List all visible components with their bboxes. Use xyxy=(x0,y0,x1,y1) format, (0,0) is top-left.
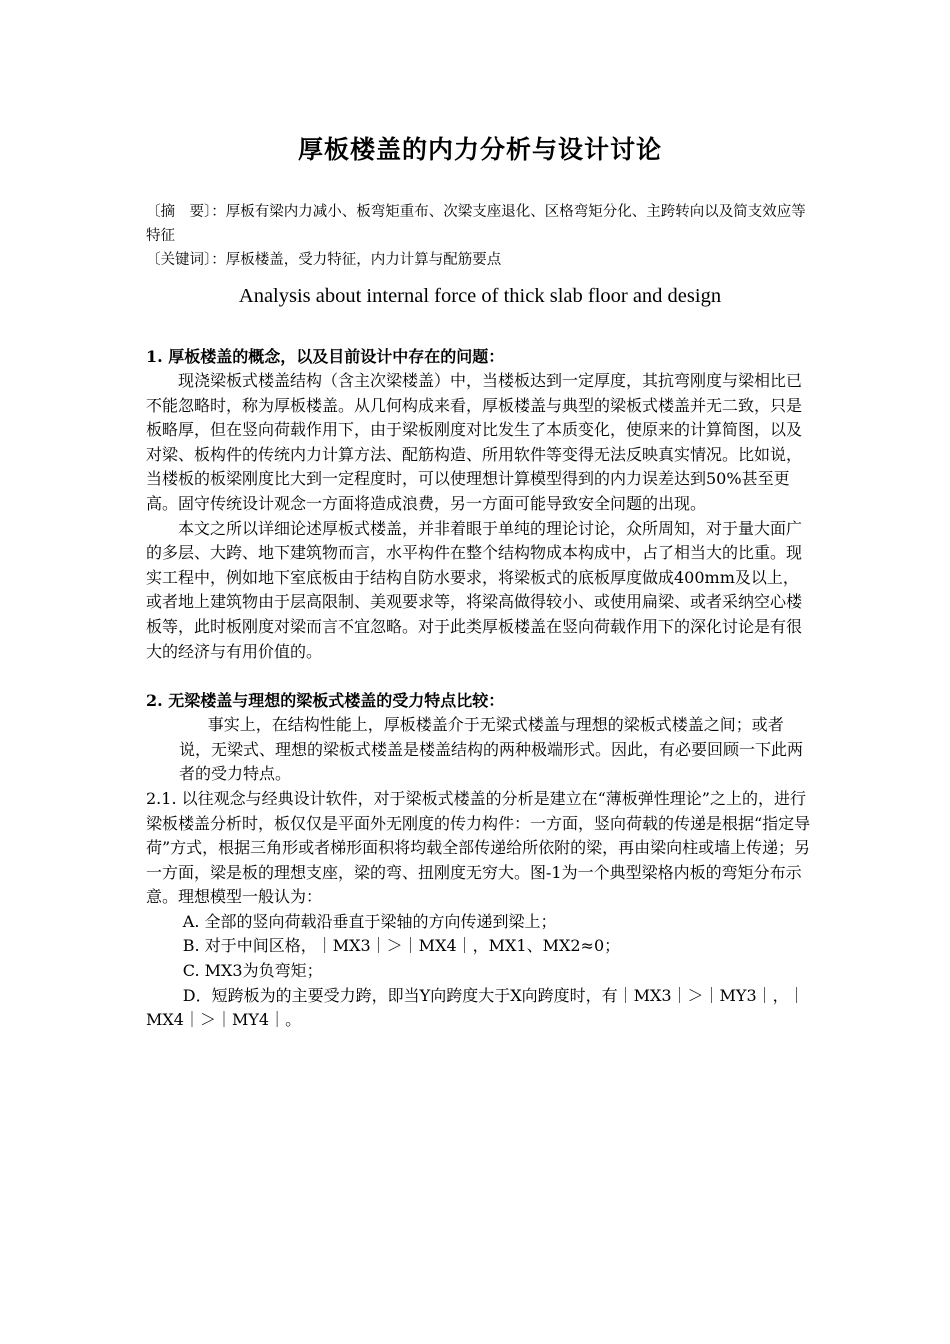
list-item-d: D．短跨板为的主要受力跨，即当Y向跨度大于X向跨度时，有｜MX3｜＞｜MY3｜，｜MX4｜＞｜MY4｜。 xyxy=(146,985,805,1030)
section-2-heading: 2. 无梁楼盖与理想的梁板式楼盖的受力特点比较： xyxy=(146,691,505,711)
list-item-c: C. MX3为负弯矩； xyxy=(182,961,323,981)
subsection-2-1: 2.1. 以往观念与经典设计软件，对于梁板式楼盖的分析是建立在“薄板弹性理论”之上的，进行梁板楼盖分析时，板仅仅是平面外无刚度的传力构件：一方面，竖向荷载的传递是根据“指定导荷”方式，根据三角形或者梯形面积将均载全部传递给所依附的梁，再由梁向柱或墙上传递；另一方面，梁是板的理想支座，梁的弯、扭刚度无穷大。图-1为一个典型梁格内板的弯矩分布示意。理想模型一般认为： xyxy=(146,788,811,907)
list-item-b: B. 对于中间区格，｜MX3｜＞｜MX4｜，MX1、MX2≈0； xyxy=(182,936,621,956)
section-2-intro-block xyxy=(179,713,814,787)
keywords: 〔关键词〕：厚板楼盖，受力特征，内力计算与配筋要点 xyxy=(146,252,502,268)
english-title: Analysis about internal force of thick slab floor and design xyxy=(238,285,722,307)
section-2-intro: 事实上，在结构性能上，厚板楼盖介于无梁式楼盖与理想的梁板式楼盖之间；或者说，无梁式、理想的梁板式楼盖是楼盖结构的两种极端形式。因此，有必要回顾一下此两者的受力特点。 xyxy=(179,715,804,784)
list-item-a: A. 全部的竖向荷载沿垂直于梁轴的方向传递到梁上； xyxy=(182,911,557,931)
document-page xyxy=(146,130,814,1033)
section-1-paragraph-2: 本文之所以详细论述厚板式楼盖，并非着眼于单纯的理论讨论，众所周知，对于量大面广的多层、大跨、地下建筑物而言，水平构件在整个结构物成本构成中，占了相当大的比重。现实工程中，例如地下室底板由于结构自防水要求，将梁板式的底板厚度做成400mm及以上，或者地上建筑物由于层高限制、美观要求等，将梁高做得较小、或使用扁梁、或者采纳空心楼板等，此时板刚度对梁而言不宜忽略。对于此类厚板楼盖在竖向荷载作用下的深化讨论是有很大的经济与有用价值的。 xyxy=(146,518,803,661)
document-title: 厚板楼盖的内力分析与设计讨论 xyxy=(297,135,662,164)
section-1-heading: 1. 厚板楼盖的概念，以及目前设计中存在的问题： xyxy=(146,347,505,366)
section-1-paragraph-1: 现浇梁板式楼盖结构（含主次梁楼盖）中，当楼板达到一定厚度，其抗弯刚度与梁相比已不能忽略时，称为厚板楼盖。从几何构成来看，厚板楼盖与典型的梁板式楼盖并无二致，只是板略厚，但在竖向荷载作用下，由于梁板刚度对比发生了本质变化，使原来的计算简图，以及对梁、板构件的传统内力计算方法、配筋构造、所用软件等变得无法反映真实情况。比如说，当楼板的板梁刚度比大到一定程度时，可以使理想计算模型得到的内力误差达到50%甚至更高。固守传统设计观念一方面将造成浪费，另一方面可能导致安全问题的出现。 xyxy=(146,371,803,513)
abstract: 〔摘 要〕：厚板有梁内力减小、板弯矩重布、次梁支座退化、区格弯矩分化、主跨转向以及简支效应等特征 xyxy=(146,204,806,244)
section-gap xyxy=(146,664,814,688)
